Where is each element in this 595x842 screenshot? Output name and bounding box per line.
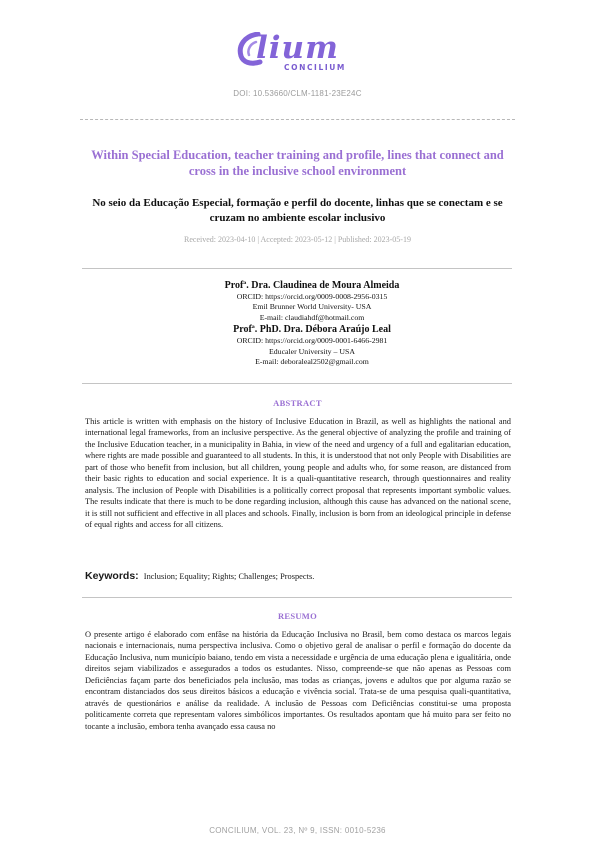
author-affiliation: Educaler University – USA (269, 346, 355, 356)
divider-above-abstract (82, 383, 512, 384)
author-email[interactable]: E-mail: claudiahdf@hotmail.com (259, 312, 365, 322)
author-email[interactable]: E-mail: deboraleal2502@gmail.com (255, 357, 369, 367)
divider-above-resumo (82, 597, 512, 598)
author-affiliation: Emil Brunner World University- USA (252, 302, 372, 312)
author-orcid[interactable]: ORCID: https://orcid.org/0009-0008-2956-0315 (236, 292, 388, 301)
concilium-logo (236, 30, 360, 74)
resumo-heading: RESUMO (277, 611, 318, 621)
logo-subtitle: CONCILIUM (284, 63, 346, 72)
keywords-line (85, 570, 511, 582)
author-orcid[interactable]: ORCID: https://orcid.org/0009-0001-6466-2981 (236, 336, 388, 346)
abstract-text: This article is written with emphasis on the history of Inclusive Education in Brazil, as well as highlights the national and international legal frameworks, from an inclusive perspective. As the general objective of analyzing the profile and training of the Inclusive Education teacher, in a municipality in Bahia, in view of the need and urgency of a full and egalitarian education, where rights are made possible and guaranteed to all students. In this, it is understood that not only People with Disabilities are part of those who benefit from inclusion, but all children, young people and adults who, for some reason, are distanced from their basic rights to education and social experience. It is a quali-quantitative research, through questionnaires and reality analysis. The inclusion of People with Disabilities is a politically correct proposal that represents important symbolic values. The results indicate that there is much to be done regarding inclusion, although this cause has advanced on the national scene, it is still not sufficient and effective in all places and schools. Finally, inclusion is born from an ideological principle in defense of equal rights and access for all citizens. (85, 417, 511, 530)
keywords-label: Keywords: (85, 570, 139, 582)
publication-dates: Received: 2023-04-10 | Accepted: 2023-05-12 | Published: 2023-05-19 (184, 235, 411, 244)
author-name: Profª. Dra. Claudinea de Moura Almeida (224, 280, 400, 291)
author-name: Profª. PhD. Dra. Débora Araújo Leal (233, 324, 391, 336)
keywords-text: Inclusion; Equality; Rights; Challenges; Prospects. (143, 572, 315, 581)
title-portuguese: No seio da Educação Especial, formação e perfil do docente, linhas que se conectam e se cruzam no ambiente escolar inclusivo (92, 197, 503, 224)
author-block (82, 279, 512, 367)
divider-top (82, 268, 512, 269)
resumo-text: O presente artigo é elaborado com enfâse na história da Educação Inclusiva no Brasil, bem como destaca os marcos legais nacionais e internacionais, numa perspectiva inclusiva. Como o objetivo geral de analisar o perfil e formação do docente da Educação Inclusiva, num município baiano, tendo em vista a necessidade e urgência de uma educação plena e igualitária, onde direitos sejam viabilizados e assegurados a todos os estudantes. Nisso, compreende-se que não apenas as Pessoas com Deficiências façam parte dos beneficiados pela inclusão, mas todas as crianças, jovens e adultos que por alguma razão se encontram distanciados dos seus direitos básicos a educação e vivência social. Trata-se de uma pesquisa quali-quantitativa, através de questionários e análise da realidade. A inclusão de Pessoas com Deficiências constitui-se uma proposta politicamente correta que representam valores simbólicos importantes. Os resultados apontam que há muito para ser feito no tocante a inclusão, embora tenha avançado essa causa no (85, 630, 511, 731)
title-english: Within Special Education, teacher training and profile, lines that connect and cross in the inclusive school environment (91, 148, 504, 178)
doi-link[interactable]: DOI: 10.53660/CLM-1181-23E24C (233, 89, 362, 98)
page-footer: CONCILIUM, VOL. 23, Nº 9, ISSN: 0010-5236 (209, 826, 386, 835)
abstract-heading: ABSTRACT (273, 398, 322, 408)
dashed-divider (80, 119, 515, 120)
logo-wordmark: lium (256, 30, 339, 66)
